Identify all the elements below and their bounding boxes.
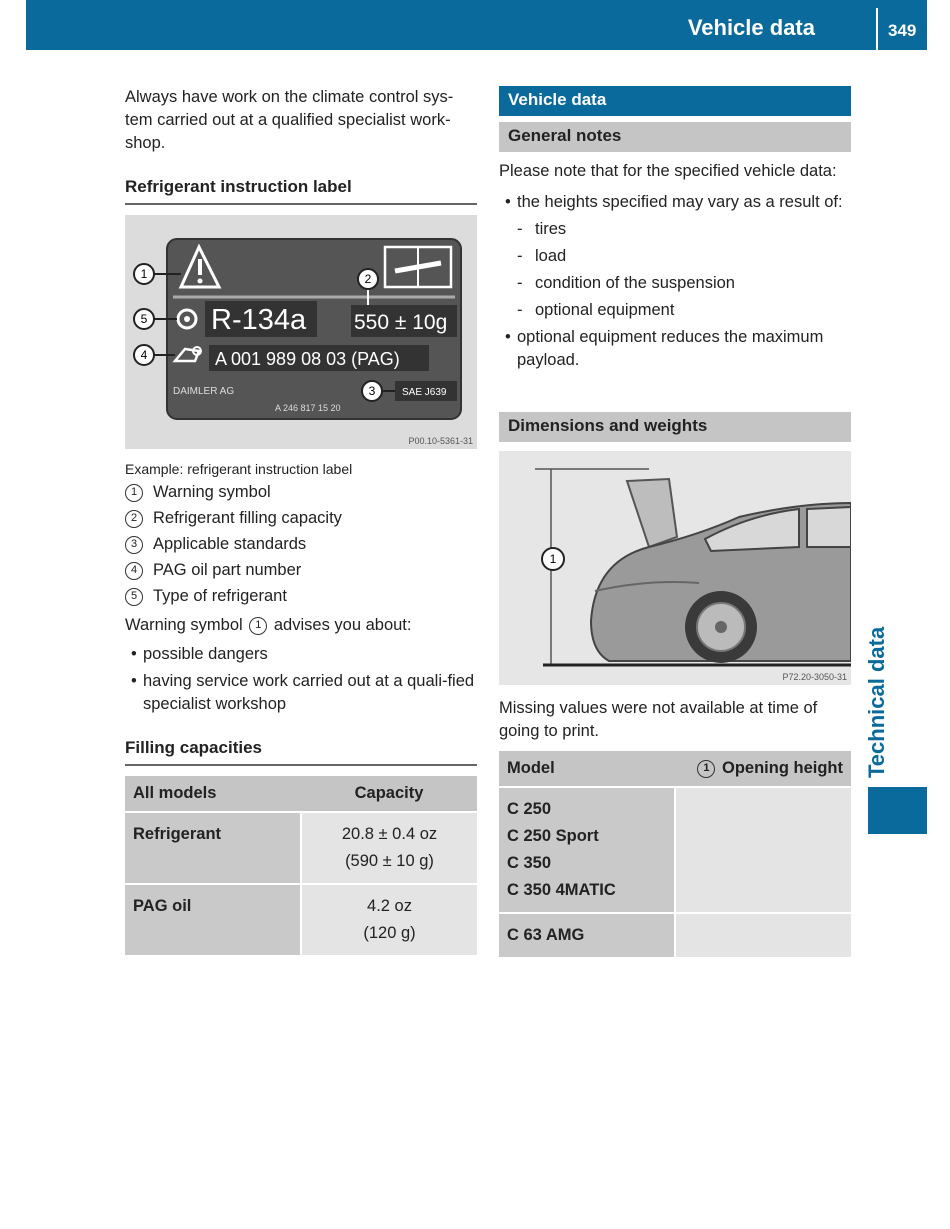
sub-item: - condition of the suspension bbox=[517, 272, 851, 295]
figure-caption: Example: refrigerant instruction label bbox=[125, 461, 353, 477]
column-header: All models bbox=[125, 776, 301, 812]
bullet-item: • optional equipment reduces the maximum payload. bbox=[499, 326, 851, 372]
callout-number: 2 bbox=[125, 510, 143, 528]
row-value bbox=[301, 812, 477, 884]
table-row bbox=[499, 913, 851, 958]
model-group bbox=[499, 787, 675, 913]
svg-text:5: 5 bbox=[140, 312, 148, 326]
intro-paragraph: Always have work on the climate control sys-tem carried out at a qualified specialist work-shop. bbox=[125, 88, 454, 152]
column-header: Model bbox=[499, 751, 675, 787]
model-name: C 250 bbox=[507, 800, 552, 818]
legend-text: Type of refrigerant bbox=[153, 587, 287, 605]
svg-text:SAE J639: SAE J639 bbox=[402, 387, 447, 398]
callout-number: 4 bbox=[125, 562, 143, 580]
warning-text-before: Warning symbol bbox=[125, 616, 243, 634]
sub-item: - load bbox=[517, 245, 851, 268]
side-tab-label: Technical data bbox=[864, 626, 889, 778]
side-tab-marker bbox=[868, 787, 927, 834]
general-bullets bbox=[499, 191, 851, 372]
model-table bbox=[499, 751, 851, 959]
warning-text-after: advises you about: bbox=[273, 616, 412, 634]
model-name: C 63 AMG bbox=[499, 913, 675, 958]
bullet-item: • having service work carried out at a quali-fied specialist workshop bbox=[125, 670, 477, 716]
callout-number: 1 bbox=[697, 760, 715, 778]
right-column bbox=[499, 86, 851, 959]
table-row bbox=[499, 787, 851, 913]
sub-list bbox=[517, 218, 851, 322]
warning-intro bbox=[125, 614, 477, 637]
page-header bbox=[26, 0, 927, 50]
row-label: PAG oil bbox=[125, 884, 301, 956]
table-header-row bbox=[499, 751, 851, 787]
refrigerant-label-figure bbox=[125, 215, 477, 449]
opening-height-value bbox=[675, 913, 851, 958]
svg-text:DAIMLER AG: DAIMLER AG bbox=[173, 386, 235, 397]
legend-item bbox=[125, 507, 477, 530]
figure-code: P72.20-3050-31 bbox=[782, 672, 847, 682]
opening-height-value bbox=[675, 787, 851, 913]
svg-text:A 246 817 15 20: A 246 817 15 20 bbox=[275, 403, 341, 413]
table-header-row bbox=[125, 776, 477, 812]
header-divider bbox=[876, 8, 878, 50]
legend-text: Applicable standards bbox=[153, 535, 307, 553]
callout-number: 1 bbox=[125, 484, 143, 502]
legend-text: Warning symbol bbox=[153, 483, 271, 501]
callout-number: 1 bbox=[249, 617, 267, 635]
refrigerant-label-illustration bbox=[125, 215, 477, 449]
general-intro: Please note that for the specified vehicle data: bbox=[499, 162, 837, 180]
value-line: (120 g) bbox=[363, 924, 416, 942]
svg-text:1: 1 bbox=[140, 267, 148, 281]
filling-heading: Filling capacities bbox=[125, 738, 477, 766]
svg-text:1: 1 bbox=[549, 552, 557, 566]
label-heading: Refrigerant instruction label bbox=[125, 177, 477, 205]
legend-item bbox=[125, 533, 477, 556]
bullet-item: • possible dangers bbox=[125, 643, 477, 666]
legend-item bbox=[125, 481, 477, 504]
legend-text: PAG oil part number bbox=[153, 561, 302, 579]
missing-values-note: Missing values were not available at time of going to print. bbox=[499, 699, 818, 740]
sub-item: - tires bbox=[517, 218, 851, 241]
legend-text: Refrigerant filling capacity bbox=[153, 509, 342, 527]
warning-bullets bbox=[125, 643, 477, 716]
page-number: 349 bbox=[888, 21, 917, 40]
car-illustration bbox=[499, 451, 851, 685]
dimensions-bar: Dimensions and weights bbox=[499, 412, 851, 442]
section-title-bar: Vehicle data bbox=[499, 86, 851, 116]
model-name: C 350 bbox=[507, 854, 552, 872]
row-value bbox=[301, 884, 477, 956]
sub-item: - optional equipment bbox=[517, 299, 851, 322]
model-name: C 250 Sport bbox=[507, 827, 599, 845]
bullet-text: the heights specified may vary as a result of: bbox=[517, 193, 843, 211]
callout-number: 5 bbox=[125, 588, 143, 606]
model-name: C 350 4MATIC bbox=[507, 881, 616, 899]
row-label: Refrigerant bbox=[125, 812, 301, 884]
column-header-text: Opening height bbox=[722, 759, 843, 777]
table-row bbox=[125, 884, 477, 956]
svg-text:3: 3 bbox=[368, 384, 376, 398]
svg-text:550 ± 10g: 550 ± 10g bbox=[354, 311, 448, 334]
figure-code: P00.10-5361-31 bbox=[408, 436, 473, 446]
bullet-item bbox=[499, 191, 851, 322]
legend-item bbox=[125, 585, 477, 608]
car-trunk-figure bbox=[499, 451, 851, 685]
value-line: (590 ± 10 g) bbox=[345, 852, 434, 870]
svg-text:4: 4 bbox=[140, 348, 148, 362]
left-column bbox=[125, 86, 477, 957]
svg-text:R-134a: R-134a bbox=[211, 304, 307, 336]
column-header bbox=[675, 751, 851, 787]
value-line: 20.8 ± 0.4 oz bbox=[341, 825, 438, 843]
filling-capacities-table bbox=[125, 776, 477, 957]
callout-legend bbox=[125, 481, 477, 608]
column-header: Capacity bbox=[301, 776, 477, 812]
table-row bbox=[125, 812, 477, 884]
svg-text:2: 2 bbox=[364, 272, 372, 286]
general-notes-bar: General notes bbox=[499, 122, 851, 152]
callout-number: 3 bbox=[125, 536, 143, 554]
value-line: 4.2 oz bbox=[367, 897, 412, 915]
svg-text:A 001 989 08 03 (PAG): A 001 989 08 03 (PAG) bbox=[215, 349, 400, 369]
legend-item bbox=[125, 559, 477, 582]
page-title: Vehicle data bbox=[687, 15, 815, 40]
